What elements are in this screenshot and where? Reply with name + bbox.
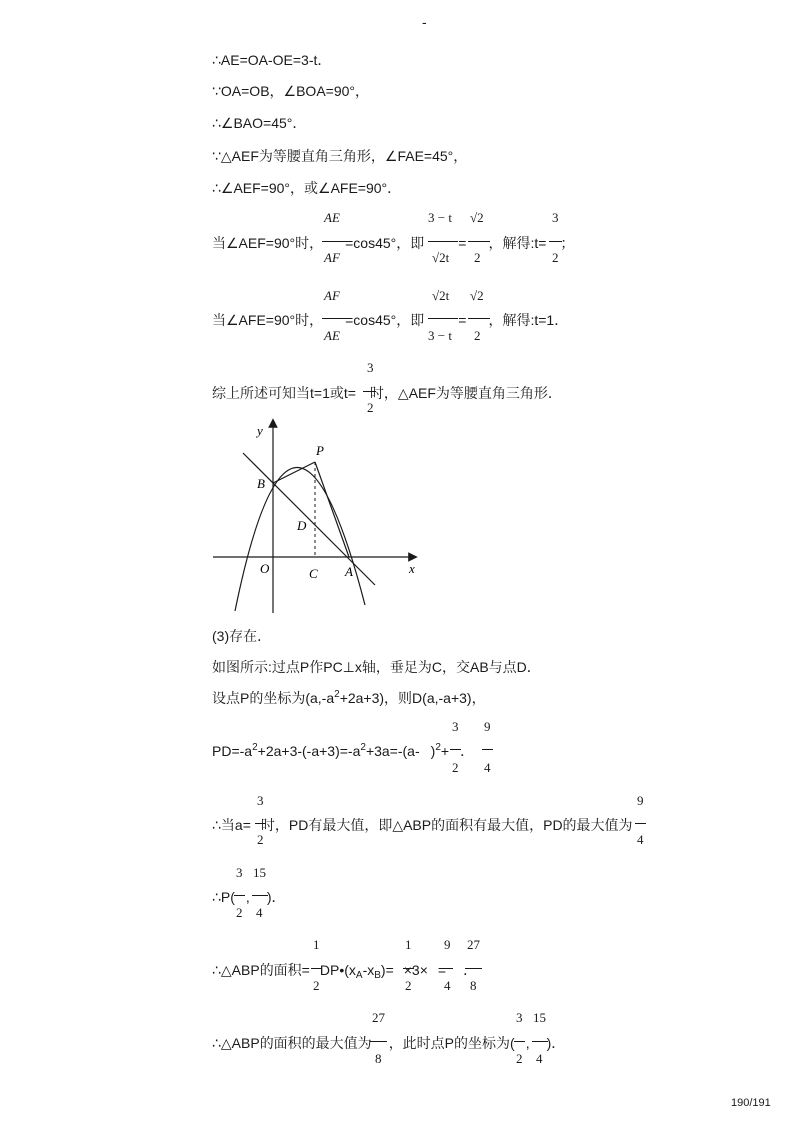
text-line-9: (3)存在． xyxy=(212,628,272,644)
label-o: O xyxy=(260,561,270,576)
text-line-7: 当∠AFE=90°时， =cos45°，即 = ，解得:t=1． xyxy=(212,312,569,328)
parabola-figure xyxy=(205,415,425,620)
fraction-14-num: 1 xyxy=(405,937,412,952)
fraction-bar xyxy=(514,1041,525,1042)
fraction-bar xyxy=(482,749,493,750)
fraction-11-den: 2 xyxy=(236,905,243,920)
fraction-bar xyxy=(322,318,346,319)
fraction-bar xyxy=(370,1041,387,1042)
label-c: C xyxy=(309,566,318,581)
fraction-18-den: 2 xyxy=(516,1051,523,1066)
text-line-11: 设点P的坐标为$(a,-a^2+2a+3)$，则D(a,-a+3)， xyxy=(212,689,486,706)
text-line-13: ∴当a= 时，PD有最大值，即△ABP的面积有最大值，PD的最大值为 xyxy=(212,817,633,833)
text-line-2: ∵OA=OB，∠BOA=90°， xyxy=(212,83,370,99)
fraction-17-num: 27 xyxy=(372,1010,385,1025)
fraction-bar xyxy=(255,823,266,824)
fraction-3-den: 2 xyxy=(552,250,559,265)
label-d: D xyxy=(297,518,307,533)
header-mark: - xyxy=(422,14,427,30)
fraction-bar xyxy=(442,968,453,969)
fraction-19-den: 4 xyxy=(536,1051,543,1066)
text-line-5: ∴∠AEF=90°，或∠AFE=90°． xyxy=(212,180,402,196)
fraction-18-num: 3 xyxy=(516,1010,523,1025)
fraction-5-num: √2 xyxy=(470,288,484,303)
page-number: 190/191 xyxy=(731,1097,771,1109)
fraction-bar xyxy=(468,241,490,242)
text-line-12: $PD=-a^2+2a+3-(-a+3)=-a^2+3a=-(a-$ )$^2$+ ． xyxy=(212,742,475,759)
fraction-10-den: 4 xyxy=(637,832,644,847)
fraction-8-num: 9 xyxy=(484,719,491,734)
fraction-7-den: 2 xyxy=(452,760,459,775)
fraction-af-ae-den: AE xyxy=(324,328,340,343)
fraction-2-num: √2 xyxy=(470,210,484,225)
text-line-8: 综上所述可知当t=1或t= 时，△AEF为等腰直角三角形． xyxy=(212,385,562,401)
text-line-10: 如图所示:过点P作PC⊥x轴，垂足为C，交AB与点D． xyxy=(212,659,541,675)
fraction-6-den: 2 xyxy=(367,400,374,415)
fraction-4-num: √2t xyxy=(432,288,450,303)
fraction-bar xyxy=(549,241,562,242)
fraction-10-num: 9 xyxy=(637,793,644,808)
fraction-1-den: √2t xyxy=(432,250,450,265)
fraction-1-num: 3 − t xyxy=(428,210,452,225)
text-line-6: 当∠AEF=90°时， =cos45°，即 = ，解得:t= ； xyxy=(212,235,575,251)
fraction-9-num: 3 xyxy=(257,793,264,808)
fraction-17-den: 8 xyxy=(375,1051,382,1066)
fraction-bar xyxy=(532,1041,548,1042)
fraction-bar xyxy=(311,968,322,969)
label-b: B xyxy=(257,476,265,491)
fraction-bar xyxy=(468,318,490,319)
fraction-6-num: 3 xyxy=(367,360,374,375)
fraction-14-den: 2 xyxy=(405,978,412,993)
fraction-16-num: 27 xyxy=(467,937,480,952)
text-line-16: ∴△ABP的面积的最大值为 ，此时点P的坐标为( , )． xyxy=(212,1035,566,1051)
fraction-12-den: 4 xyxy=(256,905,263,920)
fraction-bar xyxy=(428,241,458,242)
fraction-13-num: 1 xyxy=(313,937,320,952)
fraction-7-num: 3 xyxy=(452,719,459,734)
fraction-bar xyxy=(363,391,376,392)
fraction-19-num: 15 xyxy=(533,1010,546,1025)
parabola xyxy=(235,467,365,611)
fraction-9-den: 2 xyxy=(257,832,264,847)
fraction-3-num: 3 xyxy=(552,210,559,225)
label-y: y xyxy=(257,423,263,438)
text-line-1: ∴AE=OA-OE=3-t． xyxy=(212,52,332,68)
fraction-16-den: 8 xyxy=(470,978,477,993)
text-line-14: ∴P( , )． xyxy=(212,889,286,905)
fraction-bar xyxy=(234,895,245,896)
fraction-bar xyxy=(635,823,646,824)
fraction-4-den: 3 − t xyxy=(428,328,452,343)
fraction-bar xyxy=(403,968,414,969)
label-p: P xyxy=(316,443,324,458)
text-line-4: ∵△AEF为等腰直角三角形，∠FAE=45°， xyxy=(212,148,468,164)
fraction-15-num: 9 xyxy=(444,937,451,952)
fraction-ae-af-num: AE xyxy=(324,210,340,225)
fraction-bar xyxy=(252,895,268,896)
fraction-bar xyxy=(450,749,461,750)
fraction-af-ae-num: AF xyxy=(324,288,340,303)
fraction-bar xyxy=(465,968,482,969)
label-a: A xyxy=(345,564,353,579)
fraction-13-den: 2 xyxy=(313,978,320,993)
fraction-ae-af-den: AF xyxy=(324,250,340,265)
fraction-8-den: 4 xyxy=(484,760,491,775)
fraction-bar xyxy=(322,241,346,242)
text-line-3: ∴∠BAO=45°． xyxy=(212,115,307,131)
fraction-15-den: 4 xyxy=(444,978,451,993)
fraction-11-num: 3 xyxy=(236,865,243,880)
text-line-15: ∴△ABP的面积= $DP•(x_A-x_B)= \times 3\times$ = ． xyxy=(212,962,478,981)
segment-bp xyxy=(273,462,315,483)
fraction-5-den: 2 xyxy=(474,328,481,343)
fraction-12-num: 15 xyxy=(253,865,266,880)
fraction-2-den: 2 xyxy=(474,250,481,265)
fraction-bar xyxy=(428,318,458,319)
label-x: x xyxy=(409,561,415,576)
